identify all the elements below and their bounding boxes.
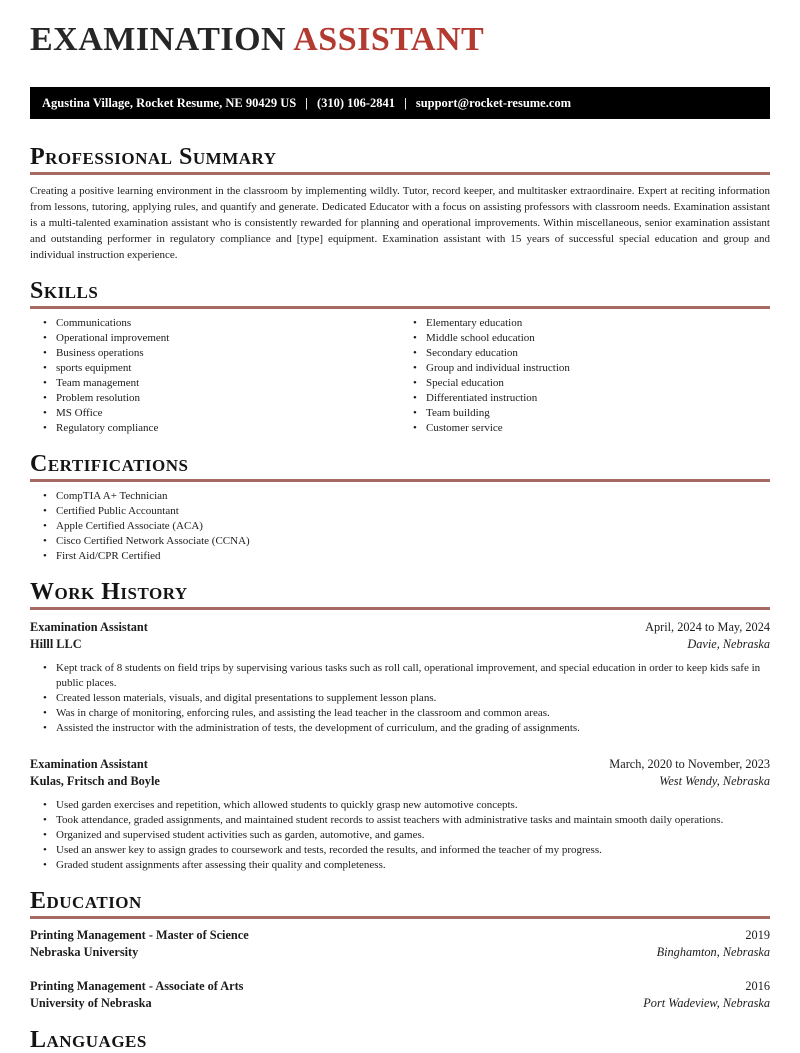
section-education [30,889,770,1012]
education-school-row [30,944,770,961]
skill-item: • Middle school education [412,331,770,346]
section-rule [30,479,770,482]
skill-item: • Secondary education [412,346,770,361]
skill-item: • Regulatory compliance [42,421,400,436]
skill-item: • Group and individual instruction [412,361,770,376]
job-location: Davie, Nebraska [687,637,770,651]
job-bullet: • Used an answer key to assign grades to coursework and tests, recorded the results, and informed the teacher of my progress. [42,843,770,858]
skill-item: • Customer service [412,421,770,436]
section-heading-professional-summary: Professional Summary [30,144,277,170]
contact-address: Agustina Village, Rocket Resume, NE 90429 US [42,95,297,110]
education-year: 2019 [745,928,770,942]
skills-list-right [400,316,770,436]
section-rule [30,607,770,610]
skill-item: • Differentiated instruction [412,391,770,406]
skill-item: • MS Office [42,406,400,421]
education-degree-row [30,927,770,944]
education-location: Binghamton, Nebraska [656,945,770,959]
contact-email: support@rocket-resume.com [415,95,572,110]
skill-item: • Communications [42,316,400,331]
job-company-row [30,773,770,790]
education-location: Port Wadeview, Nebraska [643,996,770,1010]
education-year: 2016 [745,979,770,993]
skill-item: • Business operations [42,346,400,361]
job-bullet: • Graded student assignments after assessing their quality and completeness. [42,858,770,873]
section-languages [30,1028,770,1052]
section-rule [30,172,770,175]
education-school: Nebraska University [30,945,139,959]
job-bullet: • Took attendance, graded assignments, and maintained student records to assist teachers with administrative tasks and maintain smooth daily operations. [42,813,770,828]
section-heading-certifications: Certifications [30,451,189,477]
job-location: West Wendy, Nebraska [659,774,770,788]
contact-separator: | [305,95,308,110]
resume-title [30,22,770,58]
section-heading-languages: Languages [30,1027,147,1053]
job-bullet: • Used garden exercises and repetition, which allowed students to quickly grasp new automotive concepts. [42,798,770,813]
section-heading-work-history: Work History [30,579,188,605]
job-bullet: • Created lesson materials, visuals, and digital presentations to supplement lesson plans. [42,691,770,706]
job-company-row [30,636,770,653]
skills-column-right [400,309,770,436]
job-title: Examination Assistant [30,620,148,634]
contact-bar [30,87,770,119]
skill-item: • Team building [412,406,770,421]
section-heading-skills: Skills [30,278,99,304]
certification-item: • Cisco Certified Network Associate (CCNA) [42,534,770,549]
education-degree: Printing Management - Master of Science [30,928,249,942]
education-entry [30,927,770,961]
education-school: University of Nebraska [30,996,152,1010]
job-dates: April, 2024 to May, 2024 [645,620,770,634]
skill-item: • Elementary education [412,316,770,331]
job-title-row [30,756,770,773]
job-bullet: • Kept track of 8 students on field trips by supervising various tasks such as roll call, operational improvement, and special education in order to keep kids safe in public places. [42,661,770,691]
resume-title-primary: EXAMINATION [30,21,287,58]
skill-item: • Problem resolution [42,391,400,406]
job-bullets [30,798,770,873]
section-work-history [30,580,770,873]
skills-column-left [30,309,400,436]
skill-item: • Special education [412,376,770,391]
summary-text: Creating a positive learning environment in the classroom by implementing wildly. Tutor, record keeper, and multitasker extraordinaire. Expert at reciting information from lessons, tutoring, applying rules, and quantify and generate. Dedicated Educator with a focus on assisting professors with classroom needs. Examination assistant is a multi-talented examination assistant who is consistently rewarded for planning and operational improvements. Within miscellaneous, senior examination assistant and outstanding performer in regulatory compliance and [type] equipment. Examination assistant with 15 years of successful special education and group and individual instruction experience. [30,185,770,261]
job-bullet: • Organized and supervised student activities such as garden, automotive, and games. [42,828,770,843]
education-entry [30,978,770,1012]
skill-item: • Operational improvement [42,331,400,346]
certification-item: • CompTIA A+ Technician [42,489,770,504]
resume-title-accent: ASSISTANT [293,21,485,58]
contact-phone: (310) 106-2841 [316,95,396,110]
contact-separator: | [404,95,407,110]
job-entry [30,619,770,736]
job-entry [30,756,770,873]
education-school-row [30,995,770,1012]
section-certifications [30,452,770,564]
certification-item: • Apple Certified Associate (ACA) [42,519,770,534]
skills-columns [30,309,770,436]
certification-item: • First Aid/CPR Certified [42,549,770,564]
skill-item: • sports equipment [42,361,400,376]
certifications-list [30,489,770,564]
job-bullets [30,661,770,736]
job-title-row [30,619,770,636]
job-bullet: • Assisted the instructor with the administration of tests, the development of curriculum, and the grading of assignments. [42,721,770,736]
section-skills [30,279,770,436]
skills-list-left [30,316,400,436]
job-company: Hilll LLC [30,637,82,651]
job-title: Examination Assistant [30,757,148,771]
section-rule [30,916,770,919]
job-company: Kulas, Fritsch and Boyle [30,774,160,788]
education-degree-row [30,978,770,995]
job-dates: March, 2020 to November, 2023 [609,757,770,771]
certification-item: • Certified Public Accountant [42,504,770,519]
section-professional-summary [30,145,770,263]
section-heading-education: Education [30,888,142,914]
job-bullet: • Was in charge of monitoring, enforcing rules, and assisting the lead teacher in the classroom and common areas. [42,706,770,721]
skill-item: • Team management [42,376,400,391]
education-degree: Printing Management - Associate of Arts [30,979,244,993]
